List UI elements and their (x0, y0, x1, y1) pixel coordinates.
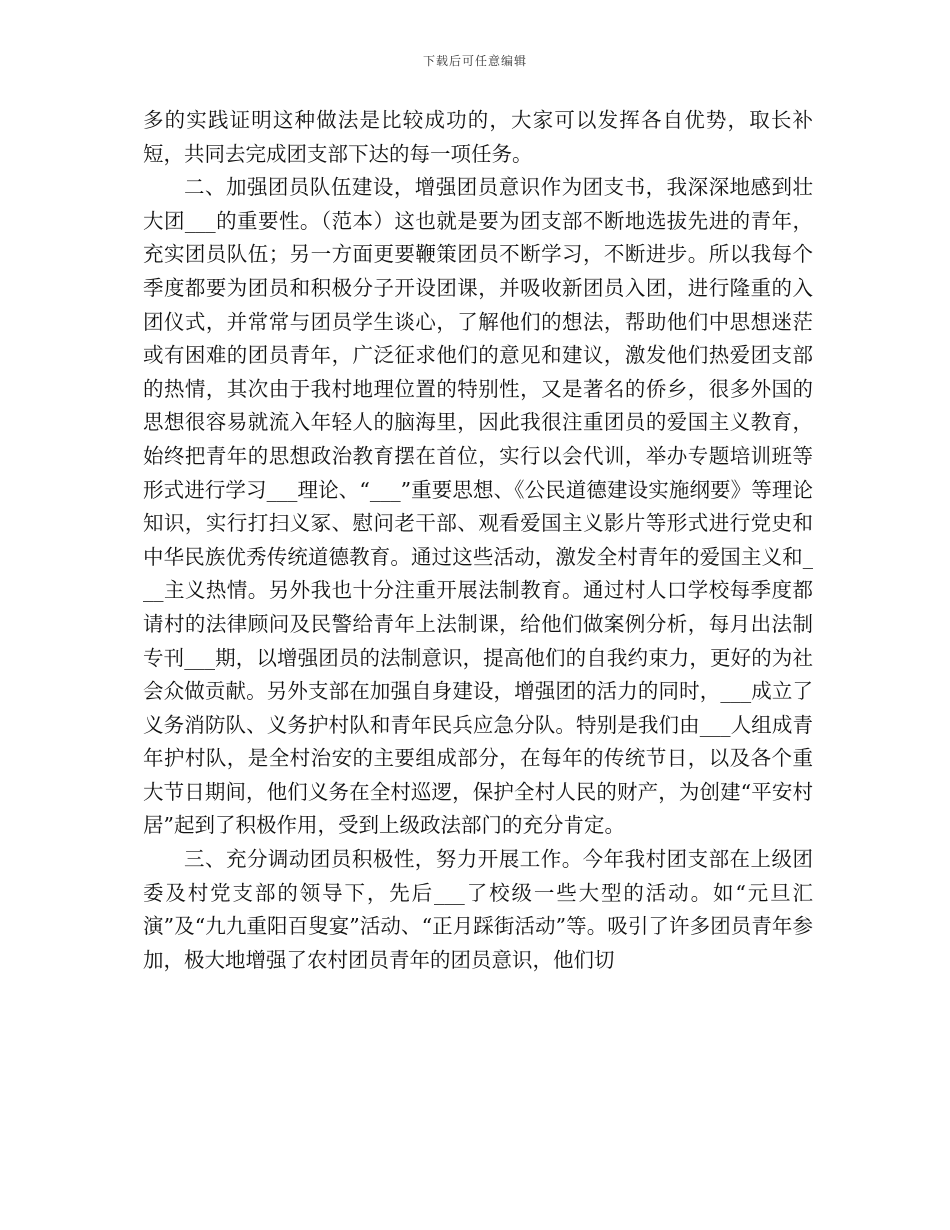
paragraph-continuation: 多的实践证明这种做法是比较成功的，大家可以发挥各自优势，取长补短，共同去完成团支部下达的每一项任务。 (143, 108, 813, 166)
paragraph-section-two: 二、加强团员队伍建设，增强团员意识作为团支书，我深深地感到壮大团___的重要性。（范本）这也就是要为团支部不断地选拔先进的青年，充实团员队伍；另一方面更要鞭策团员不断学习，不断进步。所以我每个季度都要为团员和积极分子开设团课，并吸收新团员入团，进行隆重的入团仪式，并常常与团员学生谈心，了解他们的想法，帮助他们中思想迷茫或有困难的团员青年，广泛征求他们的意见和建议，激发他们热爱团支部的热情，其次由于我村地理位置的特别性，又是著名的侨乡，很多外国的思想很容易就流入年轻人的脑海里，因此我很注重团员的爱国主义教育，始终把青年的思想政治教育摆在首位，实行以会代训，举办专题培训班等形式进行学习___理论、“___”重要思想、《公民道德建设实施纲要》等理论知识，实行打扫义冢、慰问老干部、观看爱国主义影片等形式进行党史和中华民族优秀传统道德教育。通过这些活动，激发全村青年的爱国主义和___主义热情。另外我也十分注重开展法制教育。通过村人口学校每季度都请村的法律顾问及民警给青年上法制课，给他们做案例分析，每月出法制专刊___期，以增强团员的法制意识，提高他们的自我约束力，更好的为社会众做贡献。另外支部在加强自身建设，增强团的活力的同时，___成立了义务消防队、义务护村队和青年民兵应急分队。特别是我们由___人组成青年护村队，是全村治安的主要组成部分，在每年的传统节日，以及各个重大节日期间，他们义务在全村巡逻，保护全村人民的财产，为创建“平安村居”起到了积极作用，受到上级政法部门的充分肯定。 (143, 175, 813, 838)
paragraph-section-three: 三、充分调动团员积极性，努力开展工作。今年我村团支部在上级团委及村党支部的领导下，先后___了校级一些大型的活动。如“元旦汇演”及“九九重阳百叟宴”活动、“正月踩街活动”等。吸引了许多团员青年参加，极大地增强了农村团员青年的团员意识，他们切 (143, 847, 813, 972)
document-body (143, 104, 813, 977)
page-header: 下载后可任意编辑 (422, 54, 527, 68)
